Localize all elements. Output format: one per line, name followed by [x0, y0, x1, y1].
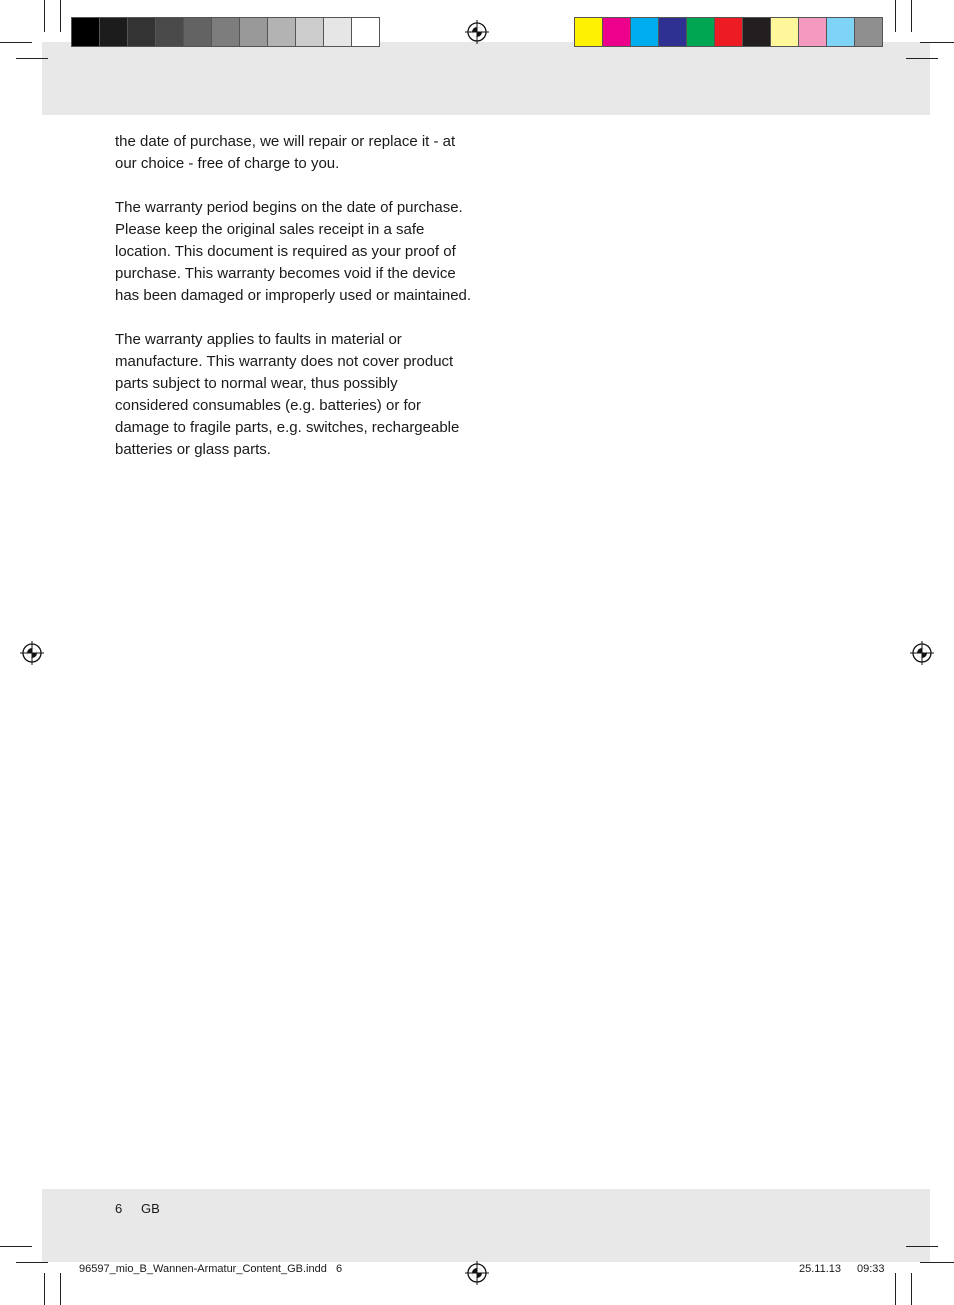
- paragraph: The warranty period begins on the date of purchase. Please keep the original sales receipt in a safe location. This document is required as your proof of purchase. This warranty becomes void if the device has been damaged or improperly used or maintained.: [115, 199, 472, 304]
- crop-mark: [44, 1273, 45, 1305]
- gray-swatch: [184, 18, 212, 46]
- gray-swatch: [240, 18, 268, 46]
- crop-mark: [60, 0, 61, 32]
- color-swatch: [603, 18, 631, 46]
- color-swatch: [771, 18, 799, 46]
- paragraph: the date of purchase, we will repair or replace it - at our choice - free of charge to you.: [115, 133, 456, 172]
- crop-mark: [911, 1273, 912, 1305]
- page-number: 6: [115, 1201, 123, 1216]
- grayscale-color-bar: [71, 17, 380, 47]
- warranty-text-column: [115, 131, 475, 483]
- gray-swatch: [352, 18, 379, 46]
- crop-mark: [16, 58, 48, 59]
- header-band: [42, 42, 930, 115]
- gray-swatch: [100, 18, 128, 46]
- crop-mark: [60, 1273, 61, 1305]
- crop-mark: [920, 42, 954, 43]
- crop-mark: [906, 1246, 938, 1247]
- crop-mark: [920, 1262, 954, 1263]
- paragraph: The warranty applies to faults in material or manufacture. This warranty does not cover product parts subject to normal wear, thus possibly considered consumables (e.g. batteries) or for damage to fragile parts, e.g. switches, rechargeable batteries or glass parts.: [115, 331, 460, 458]
- color-swatch: [799, 18, 827, 46]
- gray-swatch: [296, 18, 324, 46]
- crop-mark: [0, 42, 32, 43]
- color-swatch: [687, 18, 715, 46]
- process-color-bar: [574, 17, 883, 47]
- color-swatch: [575, 18, 603, 46]
- gray-swatch: [72, 18, 100, 46]
- gray-swatch: [268, 18, 296, 46]
- color-swatch: [855, 18, 882, 46]
- color-swatch: [659, 18, 687, 46]
- crop-mark: [44, 0, 45, 32]
- slug-time: 09:33: [857, 1263, 885, 1275]
- crop-mark: [906, 58, 938, 59]
- crop-mark: [895, 1273, 896, 1305]
- gray-swatch: [156, 18, 184, 46]
- slug-filename: 96597_mio_B_Wannen-Armatur_Content_GB.indd 6: [79, 1263, 343, 1275]
- gray-swatch: [324, 18, 352, 46]
- color-swatch: [631, 18, 659, 46]
- slug-date: 25.11.13: [799, 1263, 842, 1275]
- registration-mark-icon: [910, 641, 934, 665]
- gray-swatch: [128, 18, 156, 46]
- color-swatch: [827, 18, 855, 46]
- registration-mark-icon: [20, 641, 44, 665]
- footer-band: [42, 1189, 930, 1262]
- crop-mark: [911, 0, 912, 32]
- language-code: GB: [141, 1201, 160, 1216]
- registration-mark-icon: [465, 20, 489, 44]
- crop-mark: [16, 1262, 48, 1263]
- color-swatch: [715, 18, 743, 46]
- registration-mark-icon: [465, 1261, 489, 1285]
- gray-swatch: [212, 18, 240, 46]
- crop-mark: [895, 0, 896, 32]
- crop-mark: [0, 1246, 32, 1247]
- color-swatch: [743, 18, 771, 46]
